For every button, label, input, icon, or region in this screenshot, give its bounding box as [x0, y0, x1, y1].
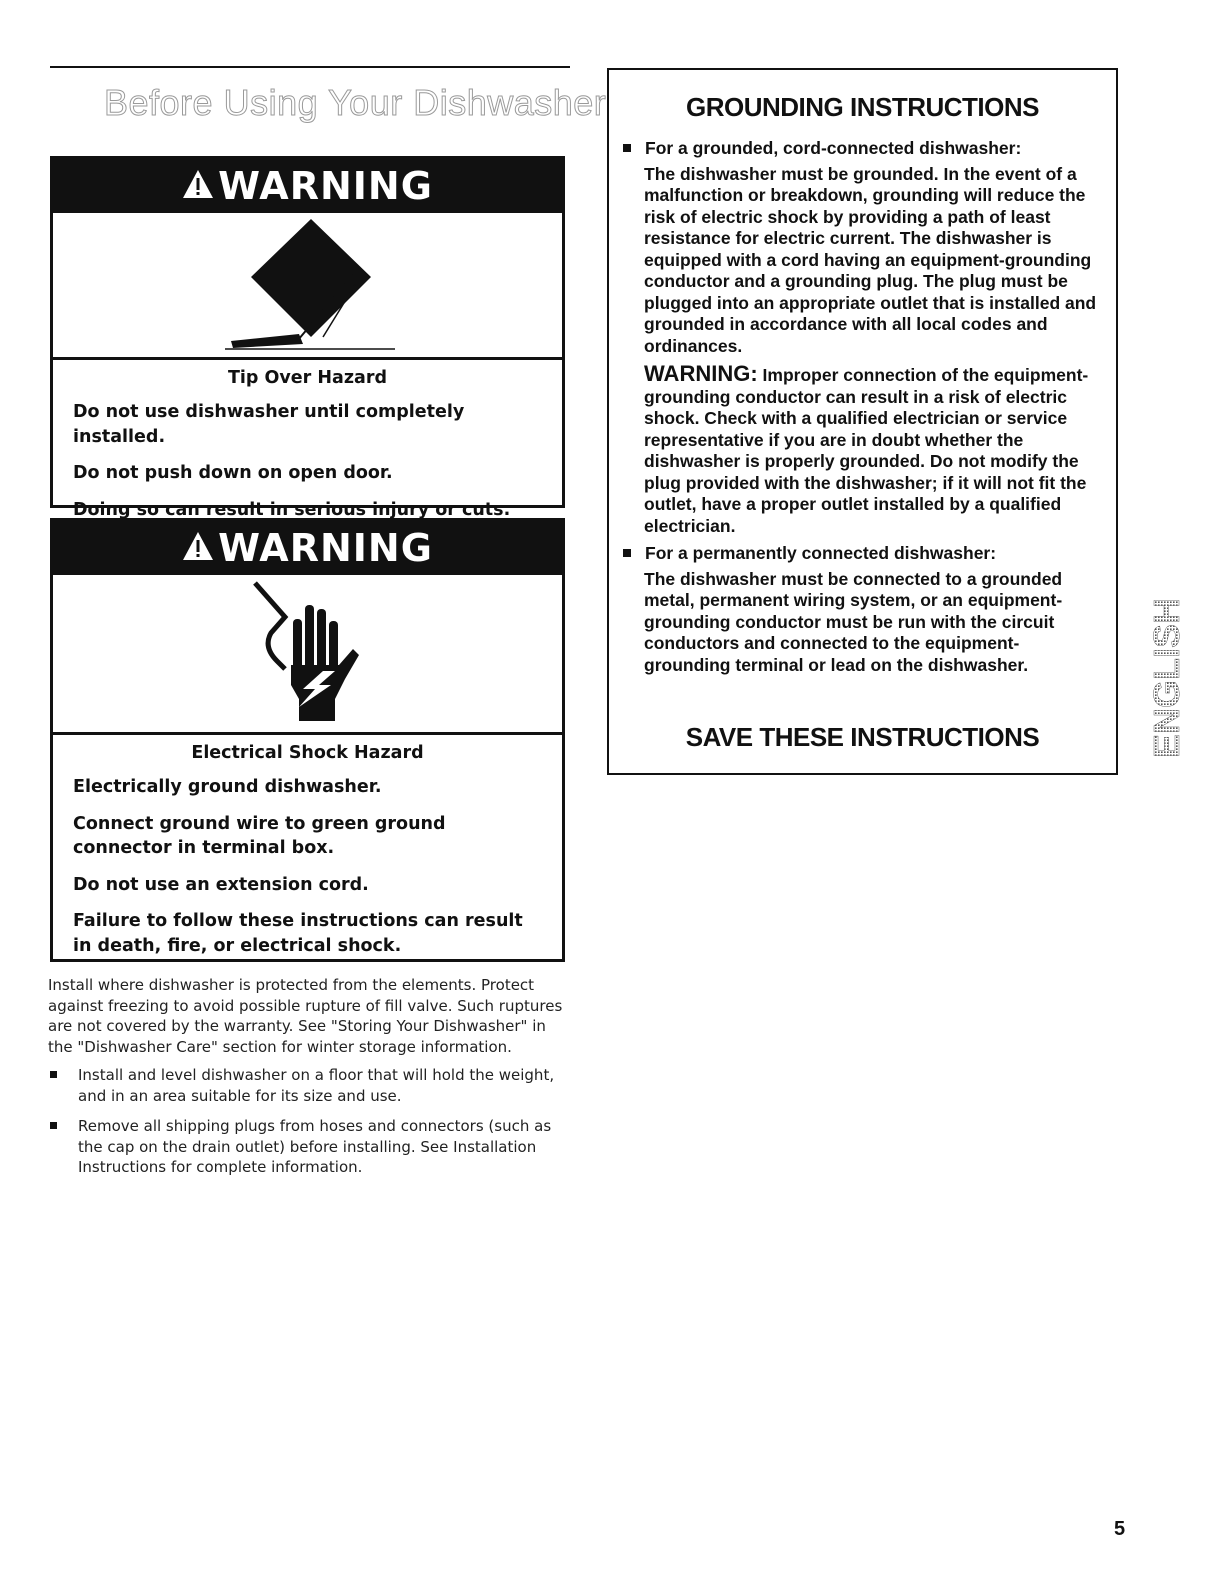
warning-line: Electrically ground dishwasher.	[73, 777, 382, 797]
bullet-square-icon	[623, 549, 631, 557]
tip-over-icon	[53, 213, 562, 360]
heading-text: For a grounded, cord-connected dishwasher:	[645, 138, 1022, 158]
bullet-square-icon	[623, 144, 631, 152]
warning-box-tip-over	[50, 156, 565, 520]
page-number: 5	[1114, 1518, 1126, 1540]
permanent-heading	[623, 543, 1101, 565]
bullet-square-icon	[50, 1122, 57, 1129]
grounding-warning-label: WARNING:	[644, 361, 758, 386]
warning-line: Do not use an extension cord.	[73, 874, 369, 895]
list-item-text: Install and level dishwasher on a floor that will hold the weight, and in an area suitable for its size and use.	[78, 1066, 555, 1105]
warning-header	[53, 521, 562, 575]
warning-text	[53, 360, 562, 536]
grounding-warning	[623, 363, 1101, 537]
electrical-shock-icon	[53, 575, 562, 735]
install-notes	[48, 975, 568, 1188]
cord-connected-heading	[623, 138, 1101, 160]
warning-header	[53, 159, 562, 213]
list-item-text: Remove all shipping plugs from hoses and connectors (such as the cap on the drain outlet) before installing. See Installation Instructions for complete information.	[78, 1117, 552, 1176]
install-bullets	[48, 1065, 568, 1178]
heading-text: For a permanently connected dishwasher:	[645, 543, 997, 563]
section-title: Before Using Your Dishwasher	[104, 82, 607, 123]
language-tab-label: ENGLISH	[1146, 597, 1187, 759]
intro-paragraph: Install where dishwasher is protected from the elements. Protect against freezing to avoid possible rupture of fill valve. Such ruptures are not covered by the warranty. See "Storing Your Dishwasher" in the "Dishwasher Care" section for winter storage information.	[48, 976, 563, 1056]
language-tab	[1146, 567, 1187, 789]
top-rule	[50, 66, 570, 68]
hazard-title: Tip Over Hazard	[227, 368, 388, 388]
cord-connected-text: The dishwasher must be grounded. In the event of a malfunction or breakdown, grounding will reduce the risk of electric shock by providing a path of least resistance for electric current. The dishwasher is equipped with a cord having an equipment-grounding conductor and a grounding plug. The plug must be plugged into an appropriate outlet that is installed and grounded in accordance with all local codes and ordinances.	[644, 163, 1097, 356]
warning-line: Failure to follow these instructions can result in death, fire, or electrical shock.	[73, 911, 523, 956]
warning-triangle-icon	[182, 164, 214, 208]
warning-label: WARNING	[218, 526, 433, 570]
save-instructions: SAVE THESE INSTRUCTIONS	[685, 722, 1040, 752]
warning-line: Do not use dishwasher until completely installed.	[73, 402, 465, 447]
warning-triangle-icon	[182, 526, 214, 570]
grounding-content	[623, 138, 1101, 682]
warning-line: Connect ground wire to green ground connector in terminal box.	[73, 813, 446, 858]
permanent-text: The dishwasher must be connected to a grounded metal, permanent wiring system, or an equipment-grounding conductor must be run with the circuit conductors and connected to the equipment-grounding terminal or lead on the dishwasher.	[644, 568, 1063, 675]
warning-line: Do not push down on open door.	[73, 463, 393, 483]
grounding-instructions-box	[607, 68, 1118, 775]
warning-line: Doing so can result in serious injury or cuts.	[73, 499, 511, 520]
warning-text	[53, 735, 562, 972]
bullet-square-icon	[50, 1071, 57, 1078]
grounding-title: GROUNDING INSTRUCTIONS	[686, 92, 1039, 122]
list-item	[48, 1065, 568, 1106]
grounding-warning-text: Improper connection of the equipment-grounding conductor can result in a risk of electric shock. Check with a qualified electrician or service representative if you are in doubt whether the dishwasher is properly grounded. Do not modify the plug provided with the dishwasher; if it will not fit the outlet, have a proper outlet installed by a qualified electrician.	[644, 365, 1089, 536]
hazard-title: Electrical Shock Hazard	[191, 743, 424, 763]
list-item	[48, 1116, 568, 1178]
warning-box-electrical-shock	[50, 518, 565, 962]
warning-label: WARNING	[218, 164, 433, 208]
